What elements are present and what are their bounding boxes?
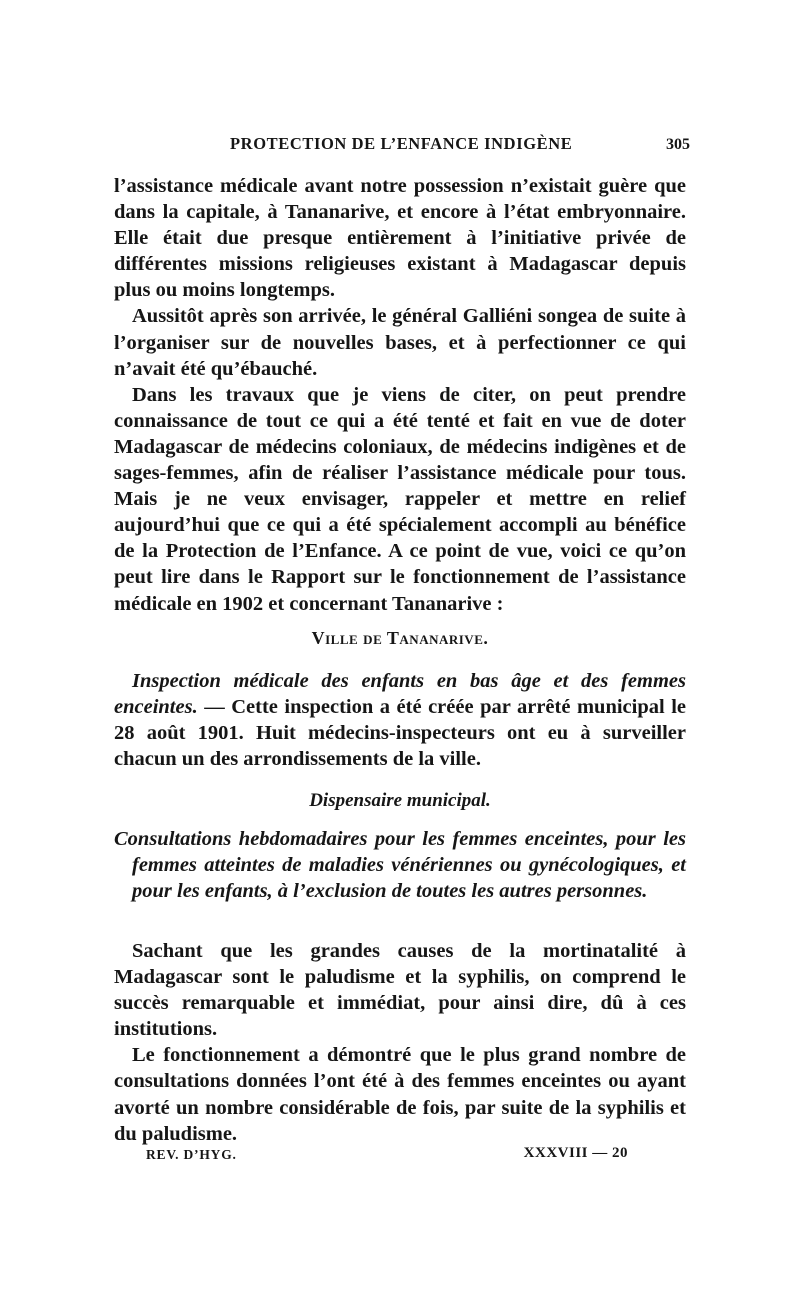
subsection-heading: Dispensaire municipal. xyxy=(309,790,491,811)
paragraph: Dans les travaux que je viens de citer, on peut prendre connaissance de tout ce qui a été tenté et fait en vue de doter Madagascar de médecins coloniaux, de médecins indigènes et de sages-femmes, afin de réaliser l’assistance médicale pour tous. Mais je ne veux envisager, rappeler et mettre en relief aujourd’hui que ce qui a été spécialement accompli au bénéfice de la Protection de l’Enfance. A ce point de vue, voici ce qu’on peut lire dans le Rapport sur le fonctionnement de l’assistance médicale en 1902 et concernant Tananarive : xyxy=(114,383,686,615)
section-heading: Ville de Tananarive. xyxy=(311,628,489,648)
footer-signature: XXXVIII — 20 xyxy=(523,1145,628,1161)
page-footer xyxy=(146,1145,628,1167)
text-block-bottom xyxy=(114,938,686,1147)
paragraph: Le fonctionnement a démontré que le plus grand nombre de consultations données l’ont été à des femmes enceintes ou ayant avorté un nombre considérable de fois, par suite de la syphilis et du paludisme. xyxy=(114,1044,686,1145)
paragraph: Aussitôt après son arrivée, le général Galliéni songea de suite à l’organiser sur de nouvelles bases, et à perfectionner ce qui n’avait été qu’ébauché. xyxy=(114,305,686,380)
running-header xyxy=(230,134,690,158)
inspection-text: — Cette inspection a été créée par arrêté municipal le 28 août 1901. Huit médecins-inspecteurs ont eu à surveiller chacun un des arrondissements de la ville. xyxy=(114,696,686,771)
inspection-paragraph xyxy=(114,668,686,772)
footer-journal: REV. D’HYG. xyxy=(146,1147,237,1162)
paragraph: l’assistance médicale avant notre possession n’existait guère que dans la capitale, à Tananarive, et encore à l’état embryonnaire. Elle était due presque entièrement à l’initiative privée de différentes missions religieuses existant à Madagascar depuis plus ou moins longtemps. xyxy=(114,175,686,302)
text-block-top xyxy=(114,173,686,617)
paragraph xyxy=(114,668,686,772)
paragraph: Sachant que les grandes causes de la mortinatalité à Madagascar sont le paludisme et la syphilis, on comprend le succès remarquable et immédiat, pour ainsi dire, dû à ces institutions. xyxy=(114,940,686,1041)
consultations-text: Consultations hebdomadaires pour les femmes enceintes, pour les femmes atteintes de maladies vénériennes ou gynécologiques, et pour les enfants, à l’exclusion de toutes les autres personnes. xyxy=(114,828,686,903)
consultations-block xyxy=(114,826,686,904)
running-title: PROTECTION DE L’ENFANCE INDIGÈNE xyxy=(230,134,573,153)
inspection-heading: Inspection médicale des enfants en bas âge et des femmes enceintes. xyxy=(114,670,686,719)
page-number: 305 xyxy=(666,136,690,153)
